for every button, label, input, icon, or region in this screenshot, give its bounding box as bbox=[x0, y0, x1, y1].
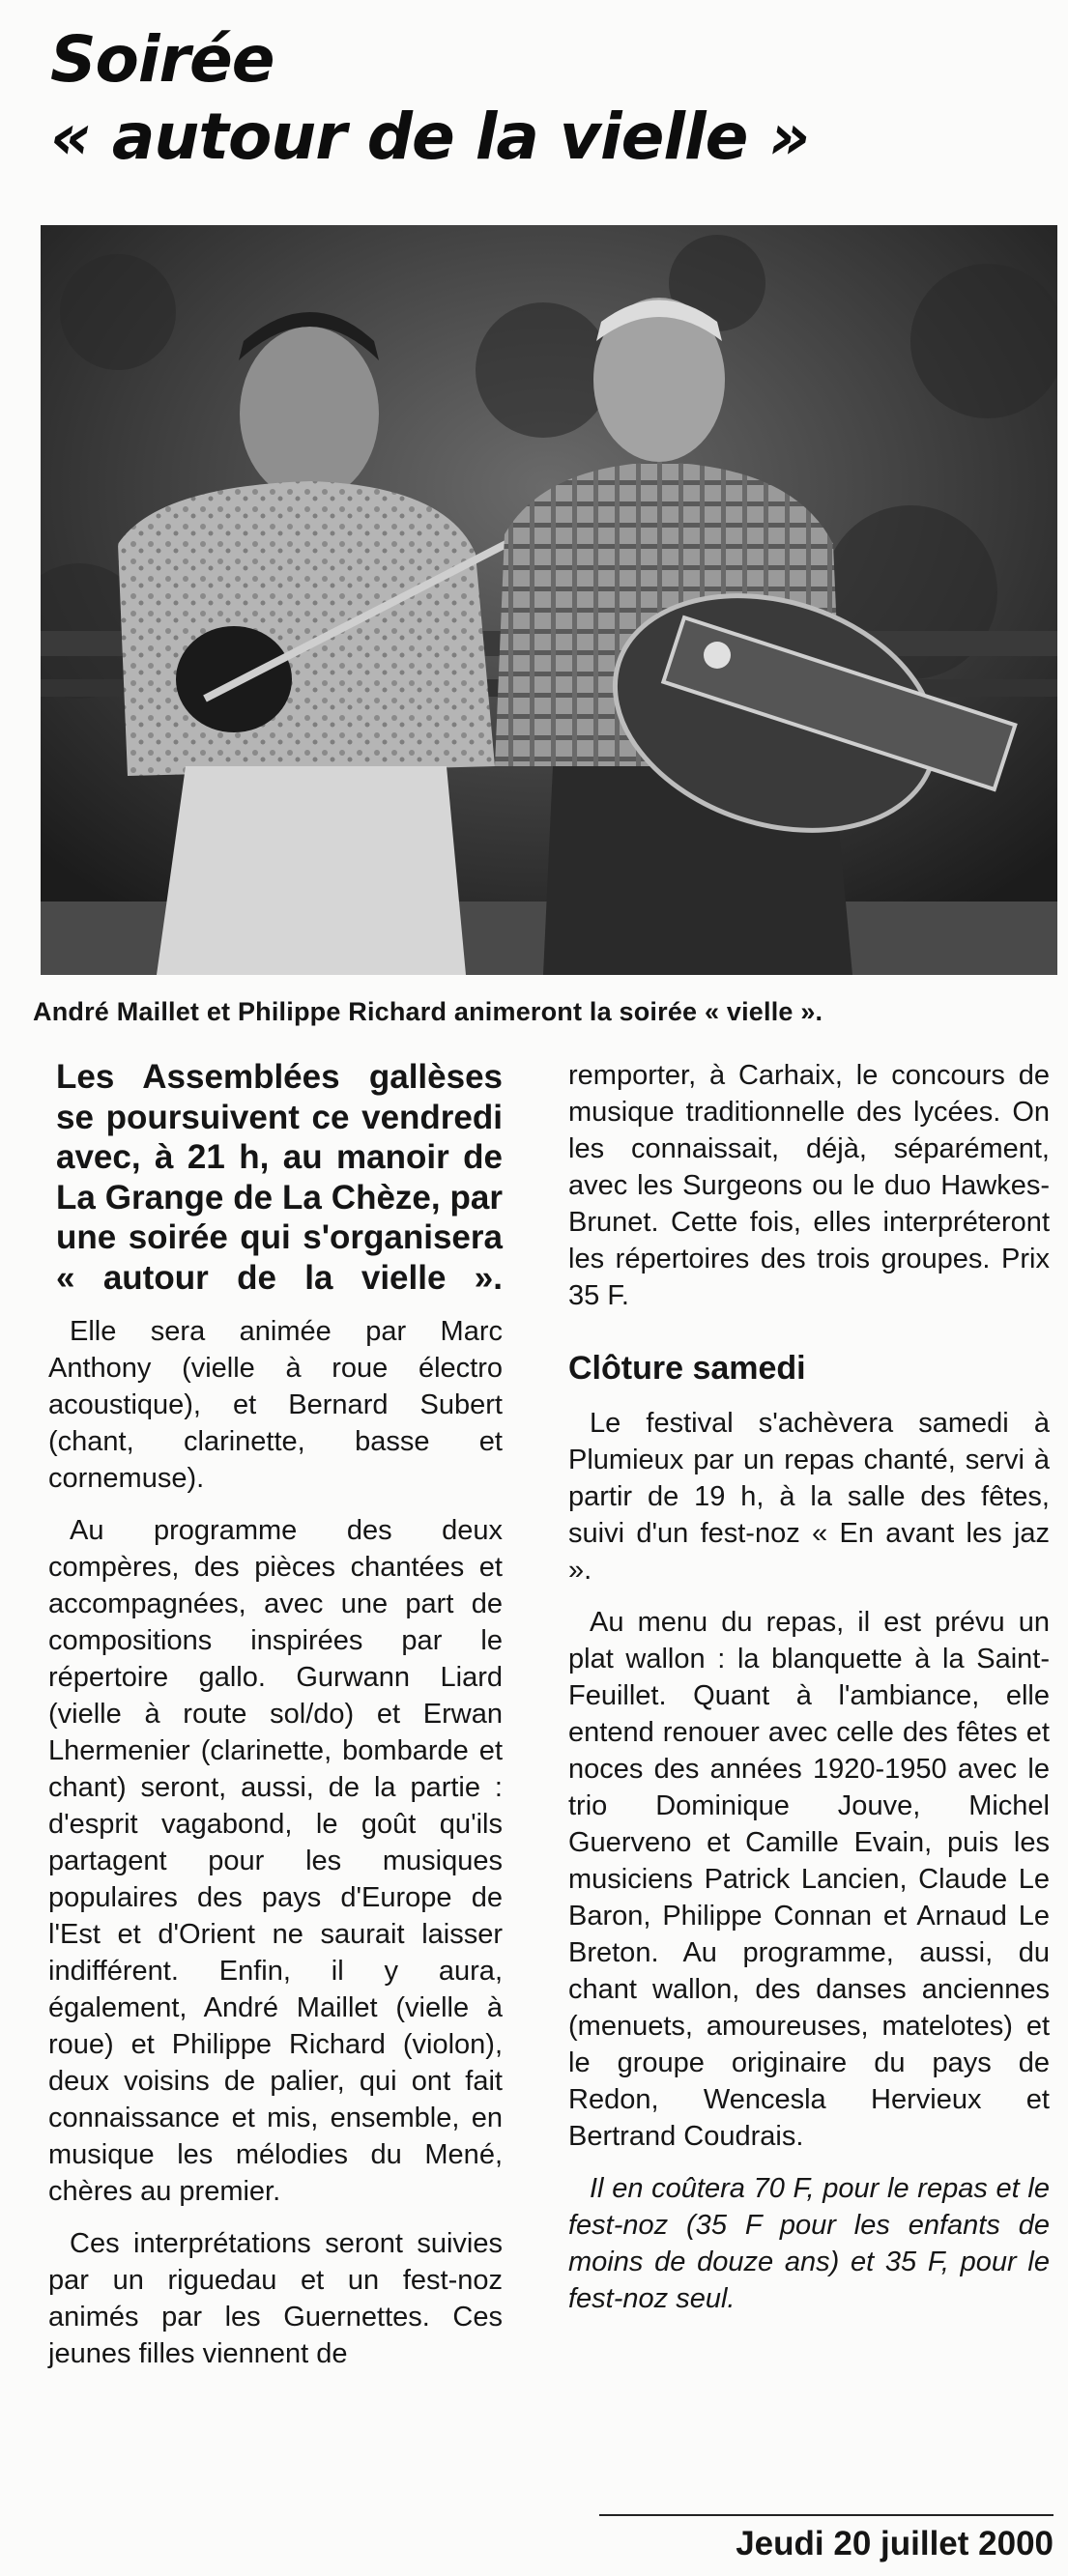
section-subheading: Clôture samedi bbox=[568, 1350, 806, 1387]
right-paragraph-3: Au menu du repas, il est prévu un plat wallon : la blanquette à la Saint-Feuillet. Quant à l'ambiance, elle entend renouer avec celle des fêtes et noces des années 1920-1950 avec le trio Dominique Jouve, Michel Guerveno et Camille Evain, puis les musiciens Patrick Lancien, Claude Le Baron, Philippe Connan et Arnaud Le Breton. Au programme, aussi, du chant wallon, des danses anciennes (menuets, amoureuses, matelotes) et le groupe originaire du pays de Redon, Wencesla Hervieux et Bertrand Coudrais. bbox=[568, 1607, 1050, 2152]
left-paragraph-3: Ces interprétations seront suivies par un riguedau et un fest-noz animés par les Guernettes. Ces jeunes filles viennent de bbox=[48, 2228, 503, 2369]
title-line-2: « autour de la vielle » bbox=[50, 100, 810, 174]
lead-paragraph: Les Assemblées gallèses se poursuivent ce vendredi avec, à 21 h, au manoir de La Grange de La Chèze, par une soirée qui s'organisera « autour de la vielle ». bbox=[56, 1058, 503, 1297]
photo-caption: André Maillet et Philippe Richard animeront la soirée « vielle ». bbox=[33, 997, 823, 1026]
left-column bbox=[48, 1057, 503, 2372]
left-paragraph-1: Elle sera animée par Marc Anthony (vielle à roue électro acoustique), et Bernard Subert (chant, clarinette, basse et cornemuse). bbox=[48, 1316, 503, 1494]
article-title bbox=[50, 21, 809, 176]
dateline: Jeudi 20 juillet 2000 bbox=[599, 2514, 1054, 2564]
left-paragraph-2: Au programme des deux compères, des pièces chantées et accompagnées, avec une part de compositions inspirées par le répertoire gallo. Gurwann Liard (vielle à route sol/do) et Erwan Lhermenier (clarinette, bombarde et chant) seront, aussi, de la partie : d'esprit vagabond, le goût qu'ils partagent pour les musiques populaires des pays d'Europe de l'Est et d'Orient ne saurait laisser indifférent. Enfin, il y aura, également, André Maillet (vielle à roue) et Philippe Richard (violon), deux voisins de palier, qui ont fait connaissance et mis, ensemble, en musique les mélodies du Mené, chères au premier. bbox=[48, 1515, 503, 2207]
photo-two-musicians-icon bbox=[41, 225, 1057, 975]
right-column bbox=[568, 1057, 1050, 2317]
right-paragraph-2: Le festival s'achèvera samedi à Plumieux par un repas chanté, servi à partir de 19 h, à la salle des fêtes, suivi d'un fest-noz « En avant les jaz ». bbox=[568, 1408, 1050, 1586]
title-line-1: Soirée bbox=[50, 22, 274, 97]
price-note: Il en coûtera 70 F, pour le repas et le fest-noz (35 F pour les enfants de moins de douze ans) et 35 F, pour le fest-noz seul. bbox=[568, 2173, 1050, 2314]
article-photo bbox=[41, 225, 1057, 975]
right-paragraph-1: remporter, à Carhaix, le concours de musique traditionnelle des lycées. On les connaissait, déjà, séparément, avec les Surgeons ou le duo Hawkes-Brunet. Cette fois, elles interpréteront les répertoires des trois groupes. Prix 35 F. bbox=[568, 1060, 1050, 1311]
